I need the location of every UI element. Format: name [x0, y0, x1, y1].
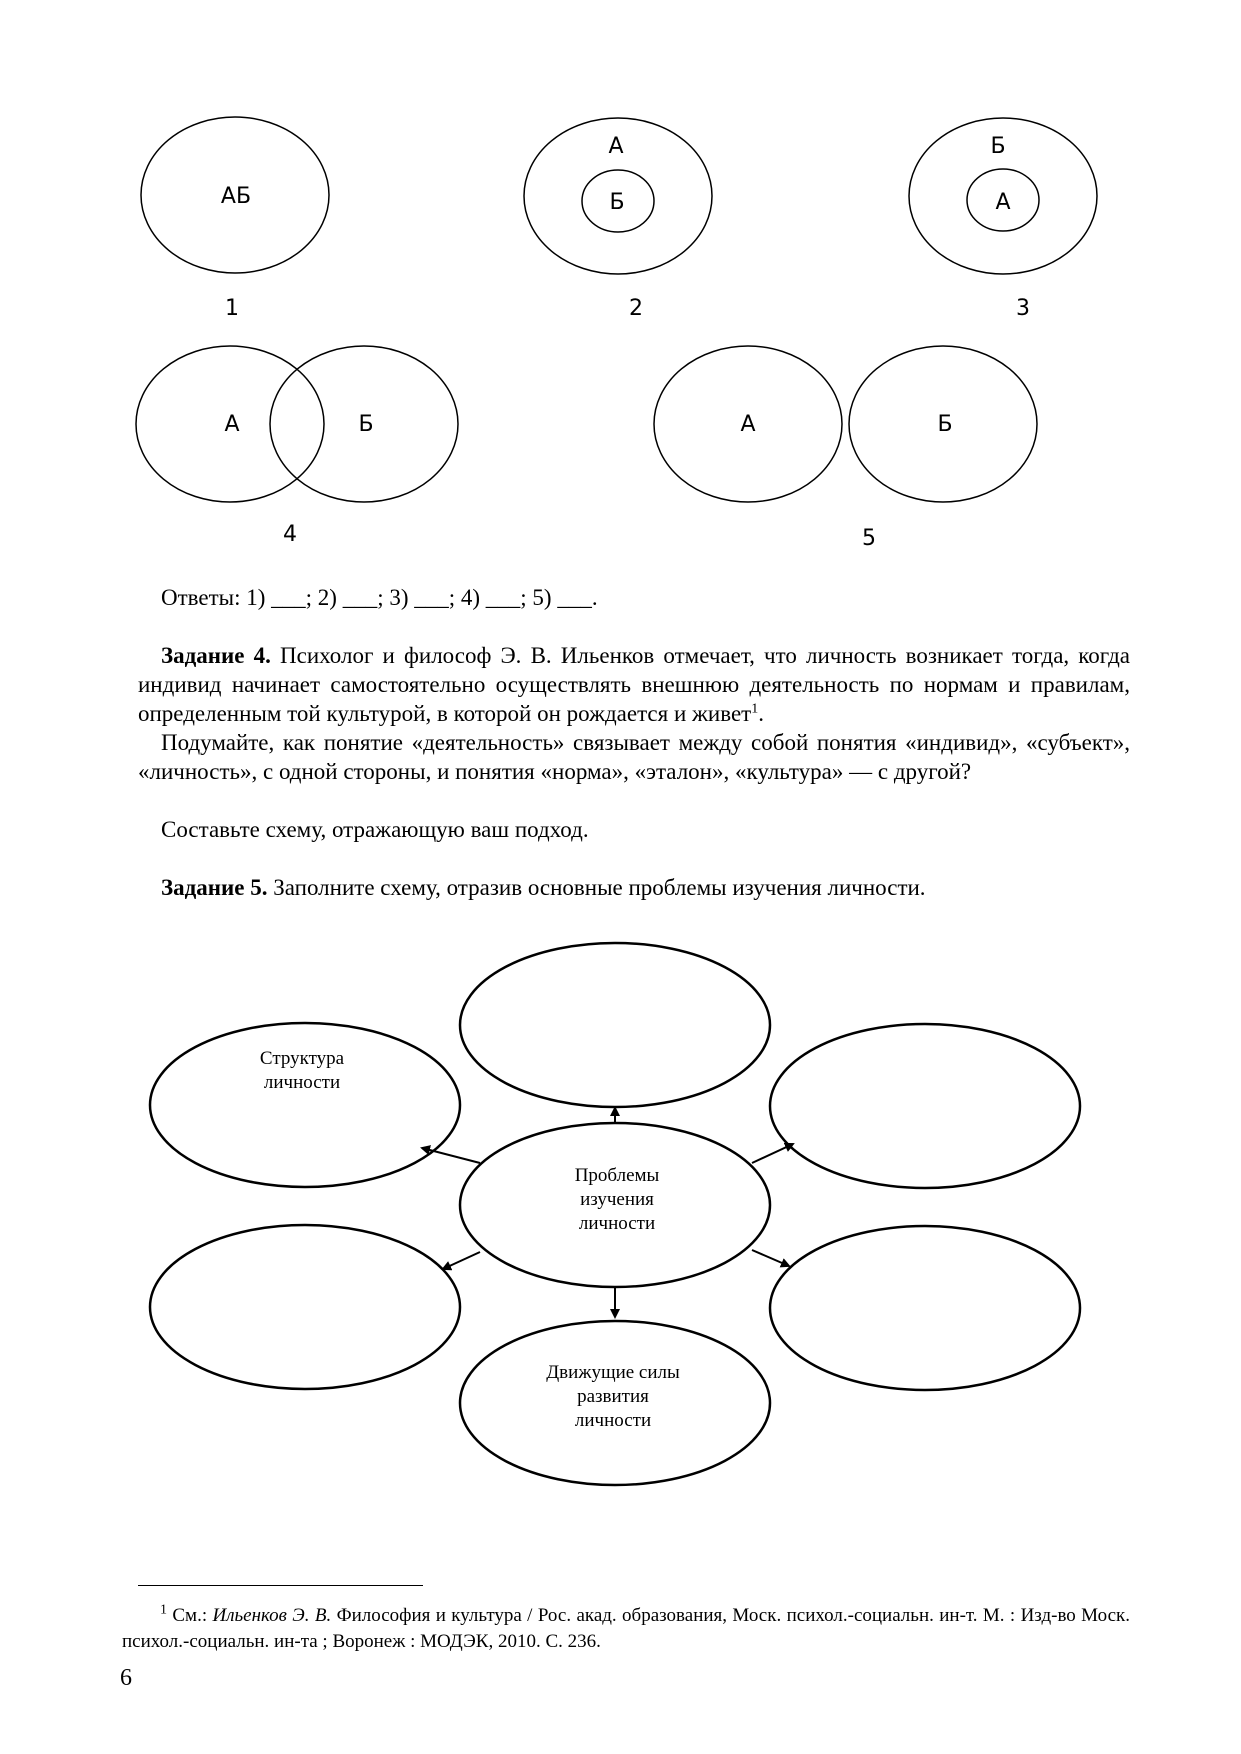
venn-5-right-label: Б	[937, 412, 953, 437]
footnote	[122, 1603, 1130, 1655]
answers-line: Ответы: 1) ___; 2) ___; 3) ___; 4) ___; 5) ___.	[161, 585, 598, 610]
task4-text: Психолог и философ Э. В. Ильенков отмечает, что личность возникает тогда, когда индивид начинает самостоятельно осуществлять внешнюю деятельность по нормам и правилам, определенным той культурой, в которой он рождается и живет	[138, 643, 1130, 726]
venn-1-number: 1	[225, 296, 239, 321]
bottom-line-3: личности	[574, 1410, 652, 1431]
node-bottom-right	[770, 1226, 1080, 1390]
top-left-line-1: Структура	[259, 1048, 345, 1069]
page-number: 6	[120, 1665, 132, 1691]
venn-1-label: АБ	[220, 184, 252, 209]
bottom-line-2: развития	[577, 1386, 649, 1407]
footnote-divider	[138, 1585, 423, 1586]
venn-4-right-label: Б	[358, 412, 374, 437]
task4-text-end: .	[758, 701, 764, 726]
node-top-right	[770, 1024, 1080, 1188]
arrow-to-top-right	[752, 1144, 793, 1163]
footnote-author: Ильенков Э. В.	[212, 1605, 332, 1626]
venn-3-number: 3	[1016, 296, 1030, 321]
footnote-reference: 1	[751, 701, 759, 717]
venn-2-inner-label: Б	[609, 190, 625, 215]
task5-text: Заполните схему, отразив основные проблемы изучения личности.	[267, 875, 926, 900]
footnote-mark: 1	[160, 1602, 167, 1618]
venn-diagrams	[0, 0, 1241, 560]
center-line-3: личности	[578, 1213, 656, 1234]
venn-2-outer-label: А	[608, 134, 624, 159]
venn-4-left-label: А	[224, 412, 240, 437]
arrow-to-bottom-left	[443, 1252, 480, 1269]
venn-3-inner-label: А	[995, 190, 1011, 215]
task5-paragraph	[138, 873, 1130, 902]
venn-2-number: 2	[629, 296, 643, 321]
venn-3-outer-label: Б	[990, 134, 1006, 159]
task4-label: Задание 4.	[161, 643, 271, 668]
center-line-2: изучения	[580, 1189, 654, 1210]
task5-label: Задание 5.	[161, 875, 268, 900]
arrow-to-top-left	[422, 1148, 480, 1163]
top-left-line-2: личности	[263, 1072, 341, 1093]
task4-paragraph	[138, 641, 1130, 728]
center-line-1: Проблемы	[574, 1165, 660, 1186]
footnote-rest: Философия и культура / Рос. акад. образования, Моск. психол.-социальн. ин-т. М. : Изд-во Моск. психол.-социальн. ин-та ; Воронеж : МОДЭК, 2010. С. 236.	[122, 1605, 1130, 1652]
task4-question: Подумайте, как понятие «деятельность» связывает между собой понятия «индивид», «субъект», «личность», с одной стороны, и понятия «норма», «эталон», «культура» — с другой?	[138, 730, 1130, 784]
arrow-to-bottom-right	[752, 1250, 789, 1266]
footnote-prefix: См.:	[167, 1605, 213, 1626]
task4-instruction: Составьте схему, отражающую ваш подход.	[161, 817, 589, 842]
node-top	[460, 943, 770, 1107]
venn-5-left-label: А	[740, 412, 756, 437]
bottom-line-1: Движущие силы	[546, 1362, 680, 1383]
venn-5-number: 5	[862, 526, 876, 551]
personality-problems-diagram	[0, 930, 1241, 1510]
node-bottom-left	[150, 1225, 460, 1389]
venn-4-number: 4	[283, 522, 297, 547]
